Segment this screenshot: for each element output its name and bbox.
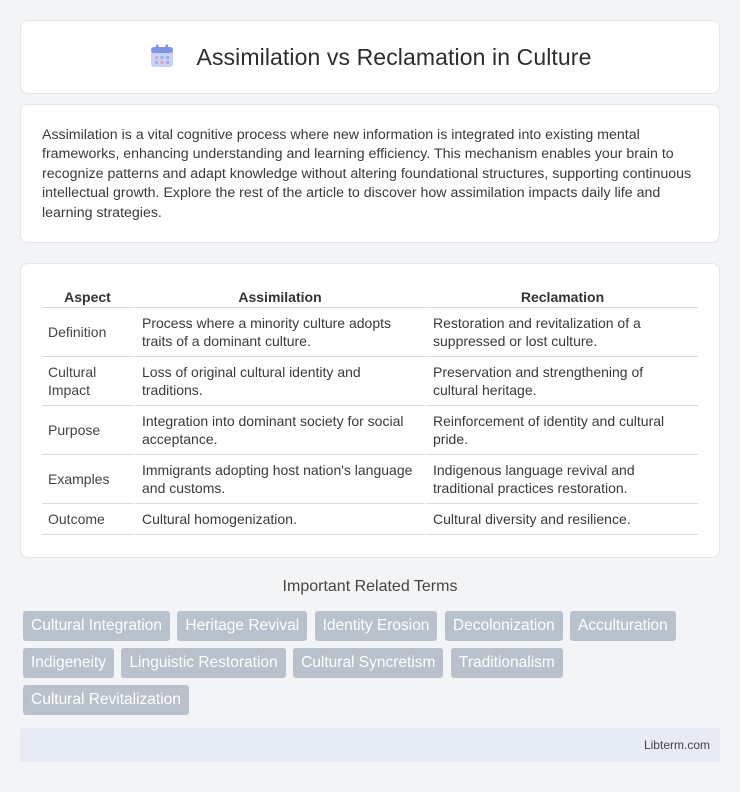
cell-assimilation: Loss of original cultural identity and traditions.: [133, 357, 424, 406]
header-assimilation: Assimilation: [133, 284, 424, 308]
related-term-tag[interactable]: Linguistic Restoration: [121, 648, 285, 678]
cell-reclamation: Preservation and strengthening of cultural heritage.: [424, 357, 698, 406]
cell-assimilation: Process where a minority culture adopts traits of a dominant culture.: [133, 308, 424, 357]
cell-reclamation: Cultural diversity and resilience.: [424, 504, 698, 535]
table-row: [42, 406, 698, 455]
cell-reclamation: Reinforcement of identity and cultural pride.: [424, 406, 698, 455]
comparison-table-card: [20, 263, 720, 558]
table-row: [42, 308, 698, 357]
related-term-tag[interactable]: Indigeneity: [23, 648, 114, 678]
header-aspect: Aspect: [42, 284, 133, 308]
cell-aspect: Purpose: [42, 406, 133, 455]
related-term-tag[interactable]: Cultural Revitalization: [23, 685, 189, 715]
table-row: [42, 455, 698, 504]
cell-aspect: Cultural Impact: [42, 357, 133, 406]
cell-assimilation: Immigrants adopting host nation's language and customs.: [133, 455, 424, 504]
related-term-tag[interactable]: Cultural Integration: [23, 611, 170, 641]
related-term-tag[interactable]: Decolonization: [445, 611, 563, 641]
cell-aspect: Definition: [42, 308, 133, 357]
table-row: [42, 504, 698, 535]
cell-aspect: Outcome: [42, 504, 133, 535]
comparison-table: [42, 284, 698, 535]
intro-card: [20, 104, 720, 243]
intro-text: Assimilation is a vital cognitive process where new information is integrated into existing mental frameworks, enhancing understanding and learning efficiency. This mechanism enables your brain to recognize patterns and adapt knowledge without altering foundational structures, supporting continuous intellectual growth. Explore the rest of the article to discover how assimilation impacts daily life and learning strategies.: [42, 127, 692, 221]
calendar-icon: [149, 43, 175, 69]
related-term-tag[interactable]: Heritage Revival: [177, 611, 307, 641]
title-card: [20, 20, 720, 94]
header-reclamation: Reclamation: [424, 284, 698, 308]
footer: [20, 728, 720, 762]
table-header-row: [42, 284, 698, 308]
cell-reclamation: Restoration and revitalization of a suppressed or lost culture.: [424, 308, 698, 357]
related-terms-list: [23, 611, 723, 722]
footer-site-link[interactable]: Libterm.com: [643, 738, 710, 752]
related-terms-title: Important Related Terms: [282, 578, 458, 595]
cell-aspect: Examples: [42, 455, 133, 504]
related-term-tag[interactable]: Identity Erosion: [315, 611, 438, 641]
cell-assimilation: Cultural homogenization.: [133, 504, 424, 535]
cell-reclamation: Indigenous language revival and traditional practices restoration.: [424, 455, 698, 504]
cell-assimilation: Integration into dominant society for social acceptance.: [133, 406, 424, 455]
related-term-tag[interactable]: Traditionalism: [451, 648, 563, 678]
related-term-tag[interactable]: Cultural Syncretism: [293, 648, 443, 678]
table-row: [42, 357, 698, 406]
related-term-tag[interactable]: Acculturation: [570, 611, 676, 641]
page-title: Assimilation vs Reclamation in Culture: [196, 43, 592, 70]
